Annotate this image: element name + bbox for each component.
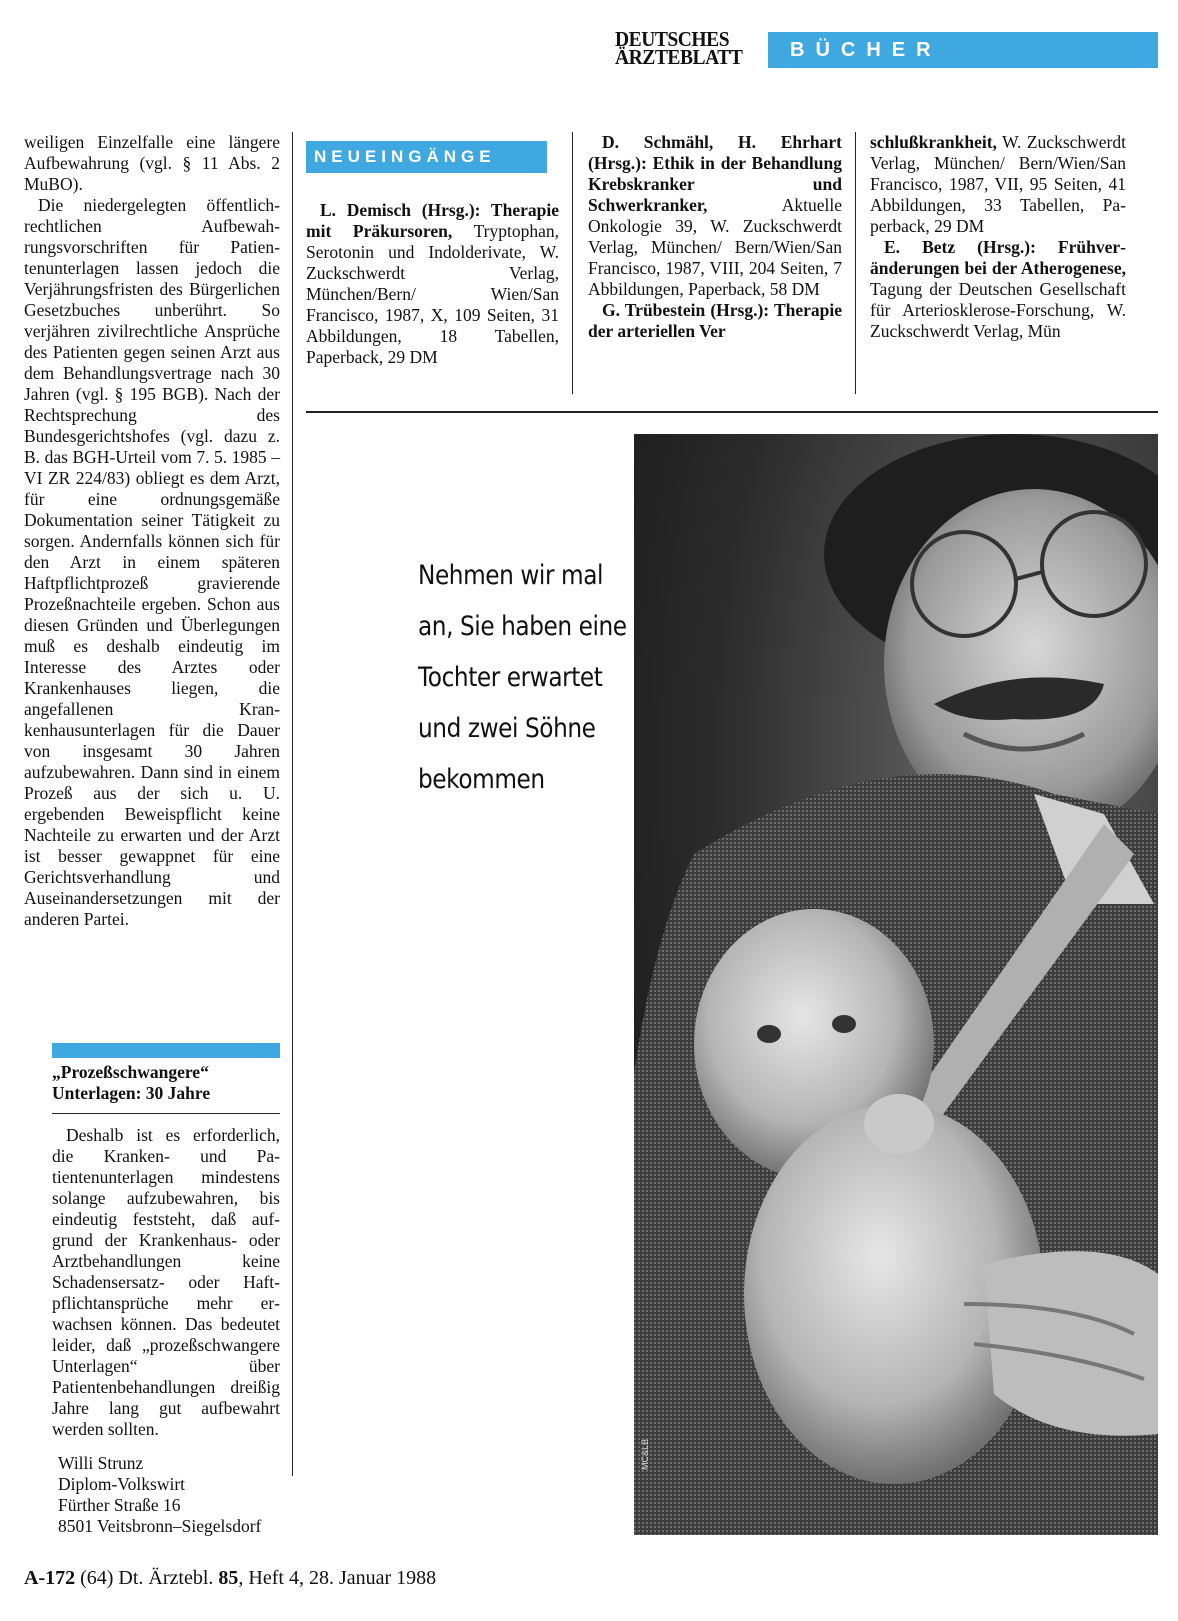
section-banner — [768, 32, 1158, 68]
masthead-logo — [615, 27, 755, 69]
page-number: A-172 — [24, 1567, 76, 1589]
article-paragraph-2: Die niedergelegten öffentlich-rechtlichen Aufbewahrungsvorschriften für Patientenunterlagen lassen jedoch die Verjährungsfristen des Bürgerlichen Gesetzbuches unberührt. So verjähren zivilrechtliche Ansprüche des Patienten gegen seinen Arzt aus dem Behandlungsvertrage nach 30 Jahren (vgl. § 195 BGB). Nach der Rechtsprechung des Bundesgerichtshofes (vgl. dazu z. B. das BGH-Urteil vom 7. 5. 1985 – VI ZR 224/83) obliegt es dem Arzt, für eine ordnungsgemäße Dokumentation seiner Tätigkeit zu sorgen. Andernfalls können sich für den Arzt in einem späteren Haftpflichtprozeß gravierende Prozeßnachteile ergeben. Schon aus diesen Gründen und Überlegungen muß es deshalb eindeutig im Interesse des Arztes oder Krankenhauses liegen, die angefallenen Krankenhausunterlagen für die Dauer von insgesamt 30 Jahren aufzubewahren. Dann sind in einem Prozeß aus der sich u. U. ergebenden Beweispflicht keine Nachteile zu erwarten und der Arzt ist besser gewappnet für eine Gerichtsverhandlung und Auseinandersetzungen mit der anderen Partei. — [24, 195, 280, 929]
journal-citation: (64) Dt. Ärztebl. — [75, 1567, 219, 1589]
page-footer — [24, 1566, 724, 1590]
article-column-1 — [24, 132, 280, 930]
new-arrivals-banner — [306, 141, 547, 173]
column-rule-3 — [855, 132, 856, 394]
subhead-line-2: Unterlagen: 30 Jahre — [52, 1083, 211, 1103]
book-entry-4 — [870, 237, 1126, 342]
article-subhead — [52, 1062, 280, 1104]
ad-line-3: Tochter erwartet — [418, 662, 603, 693]
new-arrivals-title: NEUEINGÄNGE — [314, 147, 496, 166]
subhead-accent-bar — [52, 1043, 280, 1058]
ad-line-2: an, Sie haben eine — [418, 611, 627, 642]
article-paragraph-1: weiligen Einzelfalle eine längere Aufbewahrung (vgl. § 11 Abs. 2 MuBO). — [24, 132, 280, 194]
ad-line-1: Nehmen wir mal — [418, 560, 604, 591]
masthead-line2: ÄRZTEBLATT — [615, 45, 743, 69]
book-1-title: L. Demisch (Hrsg.): Therapie mit Präkursoren, — [306, 200, 559, 241]
book-entry-3-start — [588, 300, 842, 342]
book-1-details: Tryptophan, Serotonin und Indolderivate, W. Zuckschwerdt Verlag, München/Bern/ Wien/San Francisco, 1987, X, 109 Seiten, 31 Abbildungen, 18 Tabellen, Paperback, 29 DM — [306, 221, 559, 367]
book-4-title: E. Betz (Hrsg.): Frühveränderungen bei der Atherogenese, — [870, 237, 1126, 278]
author-street: Fürther Straße 16 — [58, 1495, 181, 1515]
book-3-details: W. Zuckschwerdt Verlag, München/ Bern/Wien/San Francisco, 1987, VII, 95 Seiten, 41 Abbildungen, 33 Tabellen, Paperback, 29 DM — [870, 132, 1126, 236]
ad-line-5: bekommen — [418, 764, 545, 795]
book-3-title: G. Trübestein (Hrsg.): Therapie der arteriellen Ver — [588, 300, 842, 341]
book-4-details: Tagung der Deutschen Gesellschaft für Arteriosklerose-Forschung, W. Zuckschwerdt Verlag, Mün — [870, 279, 1126, 341]
column-rule-1 — [292, 132, 293, 1476]
column-rule-2 — [572, 132, 573, 394]
ad-line-4: und zwei Söhne — [418, 713, 596, 744]
author-city: 8501 Veitsbronn–Siegelsdorf — [58, 1516, 262, 1536]
books-bottom-rule — [306, 411, 1158, 413]
journal-issue-date: , Heft 4, 28. Januar 1988 — [238, 1567, 437, 1589]
book-2-details: Aktuelle Onkologie 39, W. Zuckschwerdt Verlag, München/ Bern/Wien/San Francisco, 1987, VIII, 204 Seiten, 7 Abbildungen, Paperback, 58 DM — [588, 195, 842, 299]
book-2-title: D. Schmähl, H. Ehrhart (Hrsg.): Ethik in der Behandlung Krebskranker und Schwerkranker, — [588, 132, 842, 215]
author-title: Diplom-Volkswirt — [58, 1474, 186, 1494]
article-paragraph-3: Deshalb ist es erforderlich, die Kranken- und Patientenunterlagen mindestens solange aufzubewahren, bis eindeutig feststeht, daß aufgrund der Krankenhaus- oder Arztbehandlungen keine Schadensersatz- oder Haftpflichtansprüche mehr erwachsen können. Das bedeutet leider, daß „prozeßschwangere Unterlagen“ über Patientenbehandlungen dreißig Jahre lang gut aufbewahrt werden sollten. — [52, 1125, 280, 1439]
subhead-divider — [52, 1113, 280, 1114]
author-signature — [58, 1453, 288, 1537]
article-column-1-continued — [52, 1125, 280, 1440]
journal-volume: 85 — [218, 1567, 239, 1589]
author-name: Willi Strunz — [58, 1453, 144, 1473]
books-column-1 — [306, 200, 559, 368]
book-entry-2 — [588, 132, 842, 300]
book-3-title-continued: schlußkrankheit, — [870, 132, 997, 152]
book-entry-3-continued — [870, 132, 1126, 237]
photo-credit: MC&LB — [640, 1438, 650, 1470]
masthead-line1: DEUTSCHES — [615, 27, 730, 51]
ad-photo-father-with-baby — [634, 434, 1158, 1535]
books-column-3 — [870, 132, 1126, 342]
book-entry-1 — [306, 200, 559, 368]
section-title: BÜCHER — [790, 39, 942, 61]
photo-illustration — [634, 434, 1158, 1535]
ad-headline — [418, 550, 633, 805]
subhead-line-1: „Prozeßschwangere“ — [52, 1062, 209, 1082]
books-column-2 — [588, 132, 842, 342]
